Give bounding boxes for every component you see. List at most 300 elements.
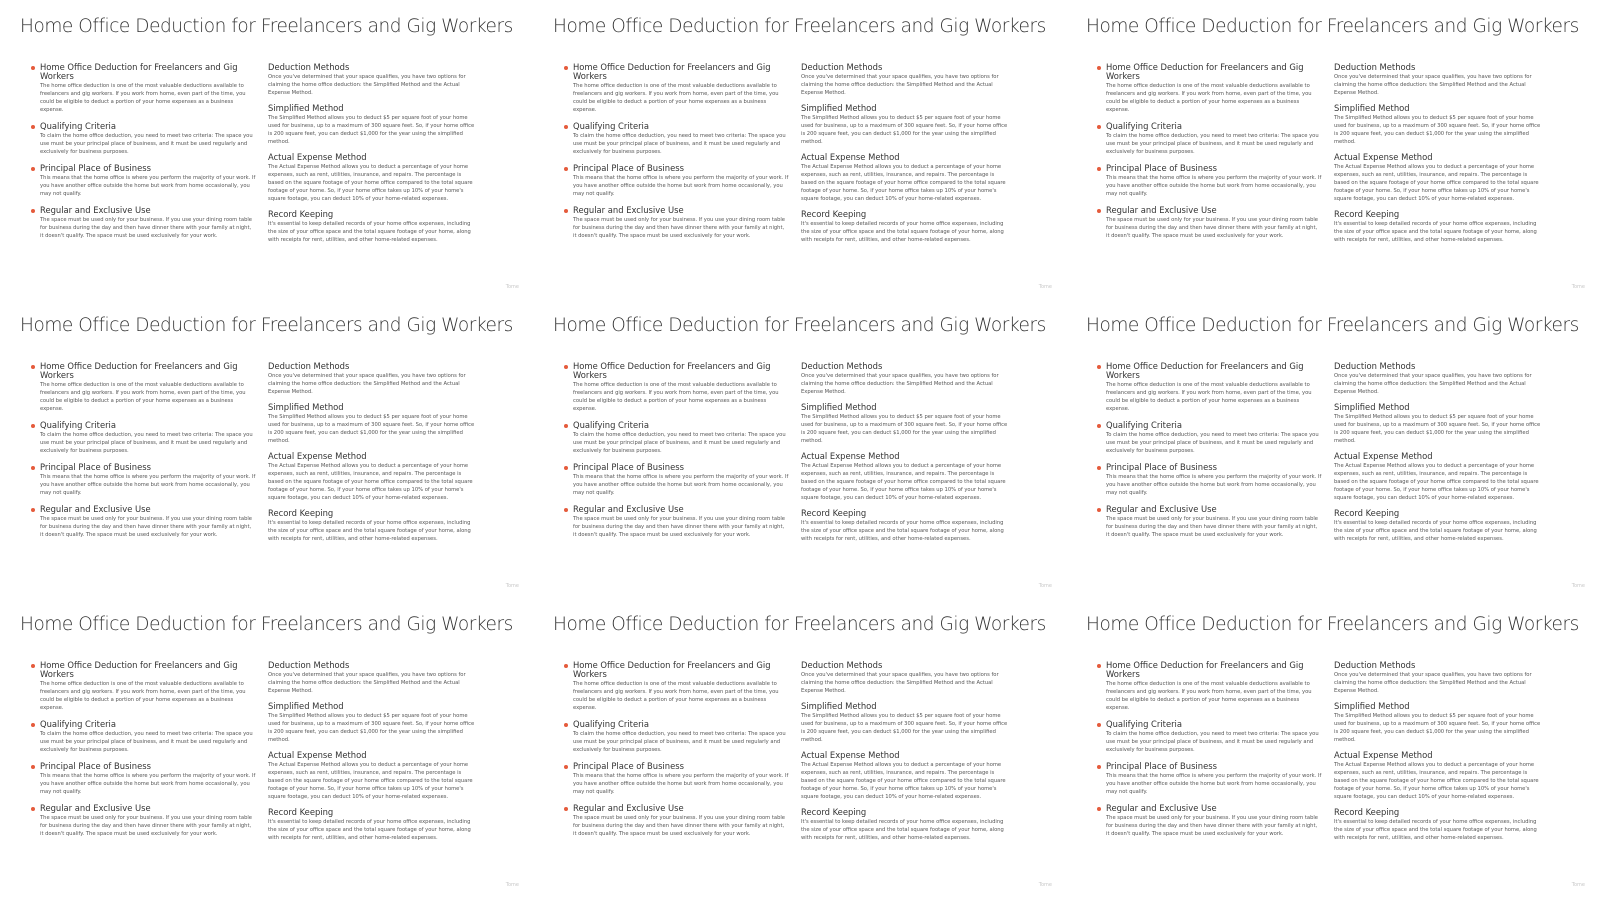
item-heading: Home Office Deduction for Freelancers and Gig Workers: [573, 62, 771, 81]
left-column: [40, 661, 256, 849]
slide-thumbnail[interactable]: [533, 299, 1066, 598]
item-heading: Principal Place of Business: [40, 761, 151, 771]
list-item: [801, 362, 1011, 396]
item-heading: Actual Expense Method: [1334, 451, 1433, 461]
item-text: The home office deduction is one of the most valuable deductions available to freelancers and gig workers. If you work from home, even part of the time, you could be eligible to deduct a portion of your home expenses as a business expense.: [1106, 83, 1312, 113]
slide-title: Home Office Deduction for Freelancers and Gig Workers: [553, 16, 1046, 37]
bullet-icon: [1097, 723, 1101, 727]
item-text: The Actual Expense Method allows you to deduct a percentage of your home expenses, such as rent, utilities, insurance, and repairs. The percentage is based on the square footage of your home office compared to the total square footage of your home. So, if your home office takes up 10% of your home's square footage, you can deduct 10% of your home-related expenses.: [801, 164, 1006, 202]
list-item: [40, 720, 256, 754]
bullet-icon: [564, 125, 568, 129]
slide-body: [553, 362, 1046, 550]
bullet-icon: [31, 765, 35, 769]
item-heading: Simplified Method: [268, 402, 344, 412]
item-text: This means that the home office is where you perform the majority of your work. If you have another office outside the home but work from home occasionally, you may not qualify.: [40, 474, 256, 496]
right-column: [268, 362, 478, 550]
bullet-icon: [1097, 807, 1101, 811]
item-text: It's essential to keep detailed records of your home office expenses, including the size of your office space and the total square footage of your home, along with receipts for rent, utilities, and other home-related expenses.: [1334, 520, 1537, 542]
watermark: Tome: [1038, 882, 1052, 888]
left-column: [573, 63, 789, 251]
item-text: The Actual Expense Method allows you to deduct a percentage of your home expenses, such as rent, utilities, insurance, and repairs. The percentage is based on the square footage of your home office compared to the total square footage of your home. So, if your home office takes up 10% of your home's square footage, you can deduct 10% of your home-related expenses.: [801, 463, 1006, 501]
list-item: [1334, 661, 1544, 695]
bullet-icon: [564, 209, 568, 213]
item-heading: Home Office Deduction for Freelancers and Gig Workers: [1106, 660, 1304, 679]
item-heading: Deduction Methods: [268, 62, 350, 72]
item-heading: Principal Place of Business: [573, 163, 684, 173]
list-item: [801, 153, 1011, 203]
item-heading: Home Office Deduction for Freelancers and Gig Workers: [1106, 62, 1304, 81]
item-heading: Qualifying Criteria: [1106, 420, 1183, 430]
item-heading: Principal Place of Business: [40, 163, 151, 173]
item-heading: Home Office Deduction for Freelancers and Gig Workers: [40, 361, 238, 380]
list-item: [40, 206, 256, 240]
item-heading: Simplified Method: [268, 701, 344, 711]
item-heading: Principal Place of Business: [40, 462, 151, 472]
slide-body: [20, 362, 513, 550]
list-item: [1106, 661, 1322, 712]
item-heading: Record Keeping: [1334, 209, 1400, 219]
slide-body: [20, 63, 513, 251]
item-heading: Principal Place of Business: [1106, 462, 1217, 472]
bullet-icon: [1097, 365, 1101, 369]
item-text: Once you've determined that your space qualifies, you have two options for claiming the home office deduction: the Simplified Method and the Actual Expense Method.: [268, 672, 466, 694]
watermark: Tome: [1571, 882, 1585, 888]
list-item: [573, 463, 789, 497]
item-heading: Qualifying Criteria: [1106, 719, 1183, 729]
bullet-icon: [564, 807, 568, 811]
item-text: The home office deduction is one of the most valuable deductions available to freelancers and gig workers. If you work from home, even part of the time, you could be eligible to deduct a portion of your home expenses as a business expense.: [40, 681, 246, 711]
list-item: [1106, 122, 1322, 156]
item-text: This means that the home office is where you perform the majority of your work. If you have another office outside the home but work from home occasionally, you may not qualify.: [573, 773, 789, 795]
bullet-icon: [564, 466, 568, 470]
item-text: Once you've determined that your space qualifies, you have two options for claiming the home office deduction: the Simplified Method and the Actual Expense Method.: [801, 373, 999, 395]
item-heading: Deduction Methods: [801, 361, 883, 371]
item-heading: Qualifying Criteria: [573, 121, 650, 131]
item-heading: Home Office Deduction for Freelancers and Gig Workers: [1106, 361, 1304, 380]
list-item: [40, 661, 256, 712]
item-heading: Regular and Exclusive Use: [1106, 803, 1217, 813]
watermark: Tome: [1571, 583, 1585, 589]
slide-body: [553, 63, 1046, 251]
item-text: Once you've determined that your space qualifies, you have two options for claiming the home office deduction: the Simplified Method and the Actual Expense Method.: [1334, 672, 1532, 694]
list-item: [40, 804, 256, 838]
bullet-icon: [1097, 508, 1101, 512]
item-heading: Regular and Exclusive Use: [1106, 504, 1217, 514]
list-item: [1334, 210, 1544, 244]
item-text: The space must be used only for your business. If you use your dining room table for business during the day and then have dinner there with your family at night, it doesn't qualify. The space must be used exclusively for your work.: [40, 217, 253, 239]
item-text: It's essential to keep detailed records of your home office expenses, including the size of your office space and the total square footage of your home, along with receipts for rent, utilities, and other home-related expenses.: [1334, 819, 1537, 841]
watermark: Tome: [1571, 284, 1585, 290]
item-heading: Regular and Exclusive Use: [573, 504, 684, 514]
item-heading: Principal Place of Business: [1106, 163, 1217, 173]
item-heading: Simplified Method: [268, 103, 344, 113]
item-heading: Record Keeping: [268, 807, 334, 817]
bullet-icon: [31, 424, 35, 428]
item-text: This means that the home office is where you perform the majority of your work. If you have another office outside the home but work from home occasionally, you may not qualify.: [1106, 474, 1322, 496]
item-heading: Simplified Method: [1334, 402, 1410, 412]
item-text: The home office deduction is one of the most valuable deductions available to freelancers and gig workers. If you work from home, even part of the time, you could be eligible to deduct a portion of your home expenses as a business expense.: [1106, 382, 1312, 412]
item-heading: Qualifying Criteria: [40, 719, 117, 729]
bullet-icon: [31, 723, 35, 727]
list-item: [1334, 702, 1544, 744]
item-heading: Actual Expense Method: [1334, 152, 1433, 162]
list-item: [1106, 63, 1322, 114]
item-heading: Actual Expense Method: [1334, 750, 1433, 760]
slide-thumbnail[interactable]: [533, 0, 1066, 299]
list-item: [1106, 164, 1322, 198]
list-item: [40, 164, 256, 198]
item-heading: Record Keeping: [1334, 807, 1400, 817]
item-text: To claim the home office deduction, you need to meet two criteria: The space you use must be your principal place of business, and it must be used regularly and exclusively for business purposes.: [573, 133, 786, 155]
item-text: Once you've determined that your space qualifies, you have two options for claiming the home office deduction: the Simplified Method and the Actual Expense Method.: [801, 672, 999, 694]
item-heading: Actual Expense Method: [801, 750, 900, 760]
list-item: [801, 751, 1011, 801]
list-item: [268, 751, 478, 801]
bullet-icon: [31, 807, 35, 811]
bullet-icon: [564, 167, 568, 171]
list-item: [40, 122, 256, 156]
list-item: [268, 808, 478, 842]
item-text: The Simplified Method allows you to deduct $5 per square foot of your home used for business, up to a maximum of 300 square feet. So, if your home office is 200 square feet, you can deduct $1,000 for the year using the simplified method.: [1334, 414, 1541, 444]
item-heading: Deduction Methods: [1334, 361, 1416, 371]
watermark: Tome: [505, 882, 519, 888]
item-text: The Actual Expense Method allows you to deduct a percentage of your home expenses, such as rent, utilities, insurance, and repairs. The percentage is based on the square footage of your home office compared to the total square footage of your home. So, if your home office takes up 10% of your home's square footage, you can deduct 10% of your home-related expenses.: [1334, 164, 1539, 202]
list-item: [40, 505, 256, 539]
item-text: To claim the home office deduction, you need to meet two criteria: The space you use must be your principal place of business, and it must be used regularly and exclusively for business purposes.: [40, 432, 253, 454]
item-text: The Simplified Method allows you to deduct $5 per square foot of your home used for business, up to a maximum of 300 square feet. So, if your home office is 200 square feet, you can deduct $1,000 for the year using the simplified method.: [801, 713, 1008, 743]
item-heading: Home Office Deduction for Freelancers and Gig Workers: [573, 660, 771, 679]
item-heading: Home Office Deduction for Freelancers and Gig Workers: [40, 660, 238, 679]
slide-title: Home Office Deduction for Freelancers and Gig Workers: [553, 614, 1046, 635]
item-text: To claim the home office deduction, you need to meet two criteria: The space you use must be your principal place of business, and it must be used regularly and exclusively for business purposes.: [40, 731, 253, 753]
list-item: [801, 702, 1011, 744]
item-text: The home office deduction is one of the most valuable deductions available to freelancers and gig workers. If you work from home, even part of the time, you could be eligible to deduct a portion of your home expenses as a business expense.: [40, 83, 246, 113]
item-text: The Simplified Method allows you to deduct $5 per square foot of your home used for business, up to a maximum of 300 square feet. So, if your home office is 200 square feet, you can deduct $1,000 for the year using the simplified method.: [801, 115, 1008, 145]
list-item: [1106, 206, 1322, 240]
slide-body: [1086, 362, 1579, 550]
bullet-icon: [564, 664, 568, 668]
slide-title: Home Office Deduction for Freelancers and Gig Workers: [20, 315, 513, 336]
list-item: [1106, 362, 1322, 413]
item-heading: Qualifying Criteria: [573, 420, 650, 430]
item-heading: Record Keeping: [801, 807, 867, 817]
item-text: The Actual Expense Method allows you to deduct a percentage of your home expenses, such as rent, utilities, insurance, and repairs. The percentage is based on the square footage of your home office compared to the total square footage of your home. So, if your home office takes up 10% of your home's square footage, you can deduct 10% of your home-related expenses.: [1334, 463, 1539, 501]
list-item: [573, 206, 789, 240]
list-item: [573, 804, 789, 838]
item-text: The Simplified Method allows you to deduct $5 per square foot of your home used for business, up to a maximum of 300 square feet. So, if your home office is 200 square feet, you can deduct $1,000 for the year using the simplified method.: [268, 115, 475, 145]
item-heading: Home Office Deduction for Freelancers and Gig Workers: [40, 62, 238, 81]
item-heading: Record Keeping: [1334, 508, 1400, 518]
list-item: [1106, 720, 1322, 754]
bullet-icon: [31, 466, 35, 470]
list-item: [801, 403, 1011, 445]
list-item: [1106, 505, 1322, 539]
item-text: The space must be used only for your business. If you use your dining room table for business during the day and then have dinner there with your family at night, it doesn't qualify. The space must be used exclusively for your work.: [40, 516, 253, 538]
item-heading: Qualifying Criteria: [40, 420, 117, 430]
list-item: [1334, 509, 1544, 543]
bullet-icon: [1097, 765, 1101, 769]
bullet-icon: [31, 66, 35, 70]
item-heading: Deduction Methods: [268, 660, 350, 670]
item-text: This means that the home office is where you perform the majority of your work. If you have another office outside the home but work from home occasionally, you may not qualify.: [1106, 175, 1322, 197]
slide-body: [1086, 63, 1579, 251]
item-text: The Actual Expense Method allows you to deduct a percentage of your home expenses, such as rent, utilities, insurance, and repairs. The percentage is based on the square footage of your home office compared to the total square footage of your home. So, if your home office takes up 10% of your home's square footage, you can deduct 10% of your home-related expenses.: [1334, 762, 1539, 800]
item-text: The home office deduction is one of the most valuable deductions available to freelancers and gig workers. If you work from home, even part of the time, you could be eligible to deduct a portion of your home expenses as a business expense.: [1106, 681, 1312, 711]
list-item: [268, 362, 478, 396]
slide-title: Home Office Deduction for Freelancers and Gig Workers: [1086, 315, 1579, 336]
bullet-icon: [1097, 167, 1101, 171]
left-column: [1106, 63, 1322, 251]
item-text: This means that the home office is where you perform the majority of your work. If you have another office outside the home but work from home occasionally, you may not qualify.: [573, 175, 789, 197]
right-column: [268, 63, 478, 251]
item-text: The home office deduction is one of the most valuable deductions available to freelancers and gig workers. If you work from home, even part of the time, you could be eligible to deduct a portion of your home expenses as a business expense.: [573, 681, 779, 711]
item-text: To claim the home office deduction, you need to meet two criteria: The space you use must be your principal place of business, and it must be used regularly and exclusively for business purposes.: [1106, 133, 1319, 155]
item-heading: Regular and Exclusive Use: [40, 504, 151, 514]
bullet-icon: [564, 765, 568, 769]
list-item: [268, 104, 478, 146]
item-text: The Simplified Method allows you to deduct $5 per square foot of your home used for business, up to a maximum of 300 square feet. So, if your home office is 200 square feet, you can deduct $1,000 for the year using the simplified method.: [801, 414, 1008, 444]
item-text: To claim the home office deduction, you need to meet two criteria: The space you use must be your principal place of business, and it must be used regularly and exclusively for business purposes.: [573, 432, 786, 454]
item-heading: Actual Expense Method: [268, 451, 367, 461]
list-item: [268, 509, 478, 543]
list-item: [573, 421, 789, 455]
item-text: To claim the home office deduction, you need to meet two criteria: The space you use must be your principal place of business, and it must be used regularly and exclusively for business purposes.: [40, 133, 253, 155]
list-item: [573, 762, 789, 796]
list-item: [1334, 808, 1544, 842]
item-heading: Deduction Methods: [1334, 660, 1416, 670]
bullet-icon: [564, 508, 568, 512]
list-item: [573, 720, 789, 754]
item-text: The space must be used only for your business. If you use your dining room table for business during the day and then have dinner there with your family at night, it doesn't qualify. The space must be used exclusively for your work.: [1106, 516, 1319, 538]
list-item: [268, 661, 478, 695]
item-text: Once you've determined that your space qualifies, you have two options for claiming the home office deduction: the Simplified Method and the Actual Expense Method.: [1334, 373, 1532, 395]
bullet-icon: [564, 365, 568, 369]
item-text: The Simplified Method allows you to deduct $5 per square foot of your home used for business, up to a maximum of 300 square feet. So, if your home office is 200 square feet, you can deduct $1,000 for the year using the simplified method.: [268, 414, 475, 444]
list-item: [801, 104, 1011, 146]
list-item: [268, 702, 478, 744]
slide-body: [553, 661, 1046, 849]
item-heading: Regular and Exclusive Use: [1106, 205, 1217, 215]
item-heading: Principal Place of Business: [573, 761, 684, 771]
item-text: The space must be used only for your business. If you use your dining room table for business during the day and then have dinner there with your family at night, it doesn't qualify. The space must be used exclusively for your work.: [573, 217, 786, 239]
list-item: [801, 210, 1011, 244]
list-item: [573, 63, 789, 114]
left-column: [40, 362, 256, 550]
item-heading: Actual Expense Method: [801, 152, 900, 162]
bullet-icon: [31, 209, 35, 213]
item-text: Once you've determined that your space qualifies, you have two options for claiming the home office deduction: the Simplified Method and the Actual Expense Method.: [268, 373, 466, 395]
item-text: It's essential to keep detailed records of your home office expenses, including the size of your office space and the total square footage of your home, along with receipts for rent, utilities, and other home-related expenses.: [801, 819, 1004, 841]
item-heading: Simplified Method: [1334, 103, 1410, 113]
list-item: [40, 63, 256, 114]
item-text: This means that the home office is where you perform the majority of your work. If you have another office outside the home but work from home occasionally, you may not qualify.: [1106, 773, 1322, 795]
item-heading: Record Keeping: [801, 209, 867, 219]
right-column: [801, 661, 1011, 849]
list-item: [1106, 762, 1322, 796]
item-heading: Simplified Method: [801, 402, 877, 412]
slide-thumbnail[interactable]: [1066, 598, 1599, 897]
slide-thumbnail[interactable]: [0, 299, 533, 598]
list-item: [1334, 153, 1544, 203]
list-item: [573, 164, 789, 198]
right-column: [801, 362, 1011, 550]
list-item: [801, 808, 1011, 842]
bullet-icon: [31, 664, 35, 668]
list-item: [268, 153, 478, 203]
list-item: [1334, 362, 1544, 396]
left-column: [573, 661, 789, 849]
list-item: [268, 403, 478, 445]
item-heading: Deduction Methods: [268, 361, 350, 371]
slide-title: Home Office Deduction for Freelancers and Gig Workers: [553, 315, 1046, 336]
list-item: [573, 661, 789, 712]
item-text: The Simplified Method allows you to deduct $5 per square foot of your home used for business, up to a maximum of 300 square feet. So, if your home office is 200 square feet, you can deduct $1,000 for the year using the simplified method.: [1334, 115, 1541, 145]
item-text: The space must be used only for your business. If you use your dining room table for business during the day and then have dinner there with your family at night, it doesn't qualify. The space must be used exclusively for your work.: [573, 516, 786, 538]
list-item: [801, 63, 1011, 97]
bullet-icon: [1097, 66, 1101, 70]
item-text: It's essential to keep detailed records of your home office expenses, including the size of your office space and the total square footage of your home, along with receipts for rent, utilities, and other home-related expenses.: [801, 221, 1004, 243]
item-text: This means that the home office is where you perform the majority of your work. If you have another office outside the home but work from home occasionally, you may not qualify.: [40, 773, 256, 795]
list-item: [573, 362, 789, 413]
item-text: The Simplified Method allows you to deduct $5 per square foot of your home used for business, up to a maximum of 300 square feet. So, if your home office is 200 square feet, you can deduct $1,000 for the year using the simplified method.: [268, 713, 475, 743]
right-column: [268, 661, 478, 849]
item-text: It's essential to keep detailed records of your home office expenses, including the size of your office space and the total square footage of your home, along with receipts for rent, utilities, and other home-related expenses.: [268, 520, 471, 542]
watermark: Tome: [505, 583, 519, 589]
item-heading: Deduction Methods: [801, 62, 883, 72]
bullet-icon: [564, 723, 568, 727]
slide-title: Home Office Deduction for Freelancers and Gig Workers: [1086, 614, 1579, 635]
left-column: [1106, 661, 1322, 849]
bullet-icon: [31, 125, 35, 129]
list-item: [1334, 452, 1544, 502]
item-text: It's essential to keep detailed records of your home office expenses, including the size of your office space and the total square footage of your home, along with receipts for rent, utilities, and other home-related expenses.: [801, 520, 1004, 542]
left-column: [1106, 362, 1322, 550]
item-heading: Record Keeping: [801, 508, 867, 518]
list-item: [40, 421, 256, 455]
item-heading: Qualifying Criteria: [573, 719, 650, 729]
list-item: [268, 210, 478, 244]
item-heading: Qualifying Criteria: [1106, 121, 1183, 131]
right-column: [801, 63, 1011, 251]
item-text: The space must be used only for your business. If you use your dining room table for business during the day and then have dinner there with your family at night, it doesn't qualify. The space must be used exclusively for your work.: [40, 815, 253, 837]
item-text: This means that the home office is where you perform the majority of your work. If you have another office outside the home but work from home occasionally, you may not qualify.: [40, 175, 256, 197]
list-item: [801, 661, 1011, 695]
slide-title: Home Office Deduction for Freelancers and Gig Workers: [20, 16, 513, 37]
slide-thumbnail[interactable]: [0, 0, 533, 299]
list-item: [801, 509, 1011, 543]
item-text: To claim the home office deduction, you need to meet two criteria: The space you use must be your principal place of business, and it must be used regularly and exclusively for business purposes.: [573, 731, 786, 753]
item-heading: Actual Expense Method: [268, 152, 367, 162]
slide-thumbnail[interactable]: [533, 598, 1066, 897]
item-text: To claim the home office deduction, you need to meet two criteria: The space you use must be your principal place of business, and it must be used regularly and exclusively for business purposes.: [1106, 731, 1319, 753]
item-heading: Simplified Method: [801, 103, 877, 113]
list-item: [1106, 804, 1322, 838]
item-text: The home office deduction is one of the most valuable deductions available to freelancers and gig workers. If you work from home, even part of the time, you could be eligible to deduct a portion of your home expenses as a business expense.: [573, 83, 779, 113]
item-text: To claim the home office deduction, you need to meet two criteria: The space you use must be your principal place of business, and it must be used regularly and exclusively for business purposes.: [1106, 432, 1319, 454]
item-heading: Deduction Methods: [801, 660, 883, 670]
item-text: Once you've determined that your space qualifies, you have two options for claiming the home office deduction: the Simplified Method and the Actual Expense Method.: [268, 74, 466, 96]
list-item: [268, 452, 478, 502]
slide-body: [20, 661, 513, 849]
item-text: The Actual Expense Method allows you to deduct a percentage of your home expenses, such as rent, utilities, insurance, and repairs. The percentage is based on the square footage of your home office compared to the total square footage of your home. So, if your home office takes up 10% of your home's square footage, you can deduct 10% of your home-related expenses.: [268, 463, 473, 501]
item-text: The Actual Expense Method allows you to deduct a percentage of your home expenses, such as rent, utilities, insurance, and repairs. The percentage is based on the square footage of your home office compared to the total square footage of your home. So, if your home office takes up 10% of your home's square footage, you can deduct 10% of your home-related expenses.: [268, 164, 473, 202]
bullet-icon: [1097, 125, 1101, 129]
slide-thumbnail[interactable]: [1066, 0, 1599, 299]
list-item: [40, 362, 256, 413]
item-heading: Actual Expense Method: [801, 451, 900, 461]
item-text: This means that the home office is where you perform the majority of your work. If you have another office outside the home but work from home occasionally, you may not qualify.: [573, 474, 789, 496]
list-item: [1334, 403, 1544, 445]
item-text: The Actual Expense Method allows you to deduct a percentage of your home expenses, such as rent, utilities, insurance, and repairs. The percentage is based on the square footage of your home office compared to the total square footage of your home. So, if your home office takes up 10% of your home's square footage, you can deduct 10% of your home-related expenses.: [801, 762, 1006, 800]
item-text: The home office deduction is one of the most valuable deductions available to freelancers and gig workers. If you work from home, even part of the time, you could be eligible to deduct a portion of your home expenses as a business expense.: [573, 382, 779, 412]
item-heading: Actual Expense Method: [268, 750, 367, 760]
item-text: It's essential to keep detailed records of your home office expenses, including the size of your office space and the total square footage of your home, along with receipts for rent, utilities, and other home-related expenses.: [268, 819, 471, 841]
list-item: [801, 452, 1011, 502]
list-item: [573, 122, 789, 156]
right-column: [1334, 63, 1544, 251]
list-item: [1106, 463, 1322, 497]
item-text: It's essential to keep detailed records of your home office expenses, including the size of your office space and the total square footage of your home, along with receipts for rent, utilities, and other home-related expenses.: [1334, 221, 1537, 243]
item-text: The Simplified Method allows you to deduct $5 per square foot of your home used for business, up to a maximum of 300 square feet. So, if your home office is 200 square feet, you can deduct $1,000 for the year using the simplified method.: [1334, 713, 1541, 743]
item-text: The home office deduction is one of the most valuable deductions available to freelancers and gig workers. If you work from home, even part of the time, you could be eligible to deduct a portion of your home expenses as a business expense.: [40, 382, 246, 412]
list-item: [268, 63, 478, 97]
bullet-icon: [1097, 466, 1101, 470]
bullet-icon: [564, 424, 568, 428]
item-heading: Regular and Exclusive Use: [40, 205, 151, 215]
item-text: It's essential to keep detailed records of your home office expenses, including the size of your office space and the total square footage of your home, along with receipts for rent, utilities, and other home-related expenses.: [268, 221, 471, 243]
item-heading: Simplified Method: [801, 701, 877, 711]
item-text: The space must be used only for your business. If you use your dining room table for business during the day and then have dinner there with your family at night, it doesn't qualify. The space must be used exclusively for your work.: [1106, 815, 1319, 837]
item-text: The space must be used only for your business. If you use your dining room table for business during the day and then have dinner there with your family at night, it doesn't qualify. The space must be used exclusively for your work.: [573, 815, 786, 837]
item-heading: Qualifying Criteria: [40, 121, 117, 131]
item-heading: Record Keeping: [268, 209, 334, 219]
item-heading: Regular and Exclusive Use: [573, 803, 684, 813]
list-item: [1106, 421, 1322, 455]
list-item: [573, 505, 789, 539]
item-text: Once you've determined that your space qualifies, you have two options for claiming the home office deduction: the Simplified Method and the Actual Expense Method.: [1334, 74, 1532, 96]
left-column: [573, 362, 789, 550]
slide-thumbnail[interactable]: [0, 598, 533, 897]
item-heading: Principal Place of Business: [573, 462, 684, 472]
item-heading: Principal Place of Business: [1106, 761, 1217, 771]
slide-title: Home Office Deduction for Freelancers and Gig Workers: [1086, 16, 1579, 37]
right-column: [1334, 362, 1544, 550]
list-item: [1334, 104, 1544, 146]
bullet-icon: [1097, 664, 1101, 668]
watermark: Tome: [1038, 284, 1052, 290]
item-heading: Regular and Exclusive Use: [40, 803, 151, 813]
bullet-icon: [564, 66, 568, 70]
list-item: [40, 463, 256, 497]
bullet-icon: [31, 365, 35, 369]
slide-thumbnail[interactable]: [1066, 299, 1599, 598]
item-text: The space must be used only for your business. If you use your dining room table for business during the day and then have dinner there with your family at night, it doesn't qualify. The space must be used exclusively for your work.: [1106, 217, 1319, 239]
item-heading: Deduction Methods: [1334, 62, 1416, 72]
item-text: Once you've determined that your space qualifies, you have two options for claiming the home office deduction: the Simplified Method and the Actual Expense Method.: [801, 74, 999, 96]
slide-body: [1086, 661, 1579, 849]
item-heading: Regular and Exclusive Use: [573, 205, 684, 215]
bullet-icon: [31, 508, 35, 512]
left-column: [40, 63, 256, 251]
right-column: [1334, 661, 1544, 849]
list-item: [40, 762, 256, 796]
watermark: Tome: [505, 284, 519, 290]
item-heading: Home Office Deduction for Freelancers and Gig Workers: [573, 361, 771, 380]
bullet-icon: [1097, 209, 1101, 213]
slide-title: Home Office Deduction for Freelancers and Gig Workers: [20, 614, 513, 635]
bullet-icon: [31, 167, 35, 171]
list-item: [1334, 751, 1544, 801]
